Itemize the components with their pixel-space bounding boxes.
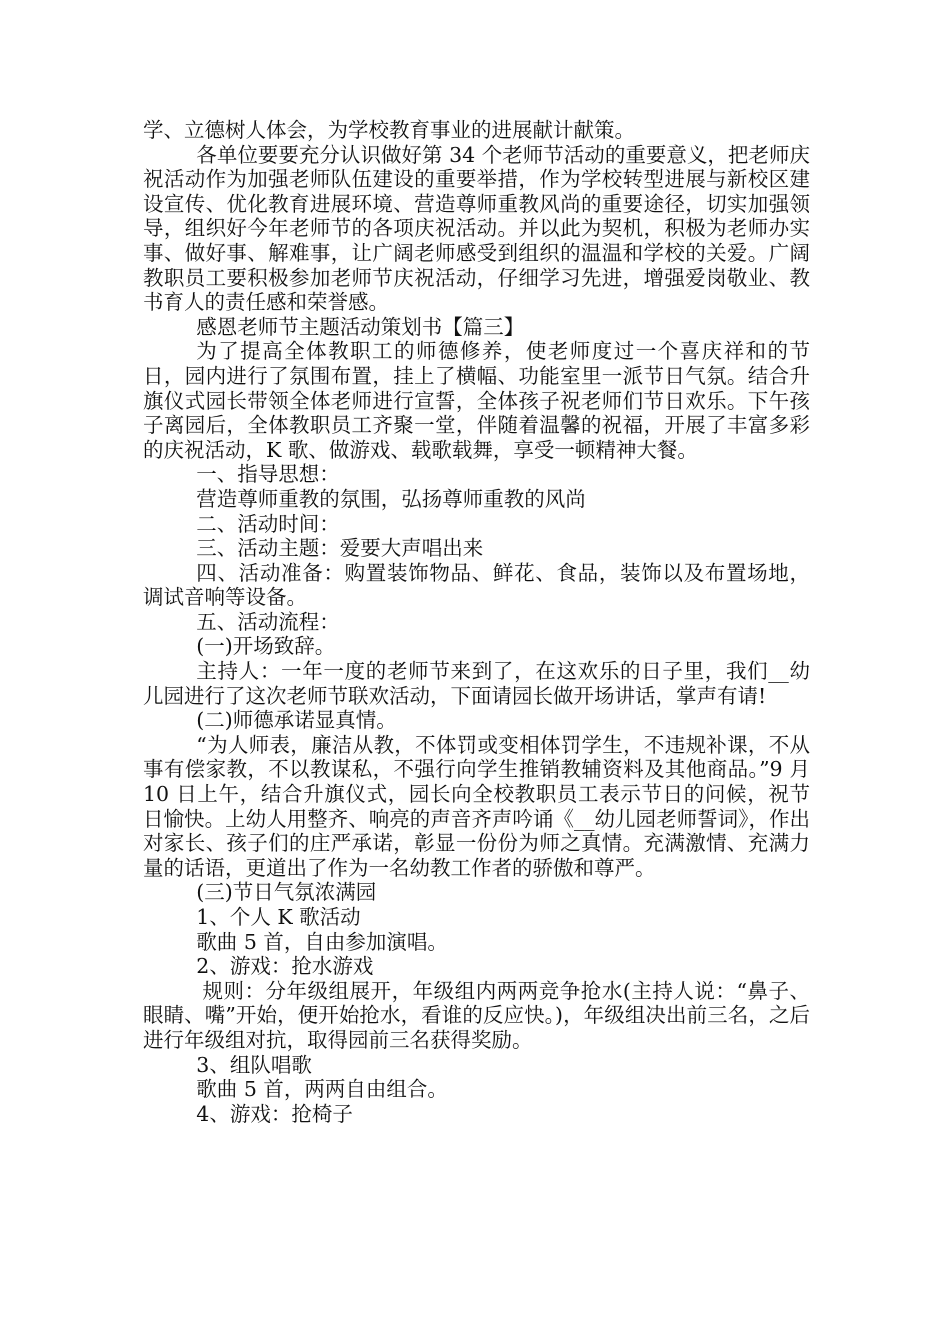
list-heading: 四、活动准备：购置装饰物品、鲜花、食品，装饰以及布置场地，调试音响等设备。 [143, 560, 810, 610]
paragraph: 规则：分年级组展开，年级组内两两竞争抢水(主持人说：“鼻子、眼睛、嘴”开始，便开始抢水，看谁的反应快。)，年级组决出前三名，之后进行年级组对抗，取得园前三名获得奖励。 [143, 978, 810, 1052]
list-item: 3、组队唱歌 [196, 1052, 312, 1077]
paragraph: 歌曲 5 首，两两自由组合。 [196, 1077, 448, 1102]
sub-heading: (一)开场致辞。 [196, 634, 336, 659]
paragraph: 学、立德树人体会，为学校教育事业的进展献计献策。 [143, 118, 635, 142]
paragraph: “为人师表，廉洁从教，不体罚或变相体罚学生，不违规补课，不从事有偿家教，不以教谋私，不强行向学生推销教辅资料及其他商品。”9 月 10 日上午，结合升旗仪式，园长向全校教职员工表示节日的问候，祝节日愉快。上幼人用整齐、响亮的声音齐声吟诵《__幼儿园老师誓词》，作出对家长、孩子们的庄严承诺，彰显一份份为师之真情。充满激情、充满力量的话语，更道出了作为一名幼教工作者的骄傲和尊严。 [143, 732, 810, 880]
sub-heading: (三)节日气氛浓满园 [196, 880, 377, 905]
list-item: 4、游戏：抢椅子 [196, 1101, 353, 1126]
list-item: 2、游戏：抢水游戏 [196, 954, 374, 979]
paragraph: 歌曲 5 首，自由参加演唱。 [196, 929, 448, 954]
list-item: 1、个人 K 歌活动 [196, 905, 361, 929]
paragraph: 为了提高全体教职工的师德修养，使老师度过一个喜庆祥和的节日，园内进行了氛围布置，挂上了横幅、功能室里一派节日气氛。结合升旗仪式园长带领全体老师进行宣誓，全体孩子祝老师们节日欢乐。下午孩子离园后，全体教职员工齐聚一堂，伴随着温馨的祝福，开展了丰富多彩的庆祝活动，K 歌、做游戏、载歌载舞，享受一顿精神大餐。 [143, 339, 810, 462]
paragraph: 各单位要要充分认识做好第 34 个老师节活动的重要意义，把老师庆祝活动作为加强老师队伍建设的重要举措，作为学校转型进展与新校区建设宣传、优化教育进展环境、营造尊师重教风尚的重要途径，切实加强领导，组织好今年老师节的各项庆祝活动。并以此为契机，积极为老师办实事、做好事、解难事，让广阔老师感受到组织的温温和学校的关爱。广阔教职员工要积极参加老师节庆祝活动，仔细学习先进，增强爱岗敬业、教书育人的责任感和荣誉感。 [143, 142, 810, 315]
list-heading: 五、活动流程： [196, 609, 340, 634]
section-heading: 感恩老师节主题活动策划书【篇三】 [196, 314, 525, 339]
paragraph: 营造尊师重教的氛围，弘扬尊师重教的风尚 [196, 486, 586, 511]
sub-heading: (二)师德承诺显真情。 [196, 708, 397, 733]
list-heading: 三、活动主题：爱要大声唱出来 [196, 536, 484, 561]
list-heading: 二、活动时间： [196, 511, 340, 536]
list-heading: 一、指导思想： [196, 462, 340, 487]
paragraph: 主持人：一年一度的老师节来到了，在这欢乐的日子里，我们__幼儿园进行了这次老师节联欢活动，下面请园长做开场讲话，掌声有请! [143, 659, 810, 708]
